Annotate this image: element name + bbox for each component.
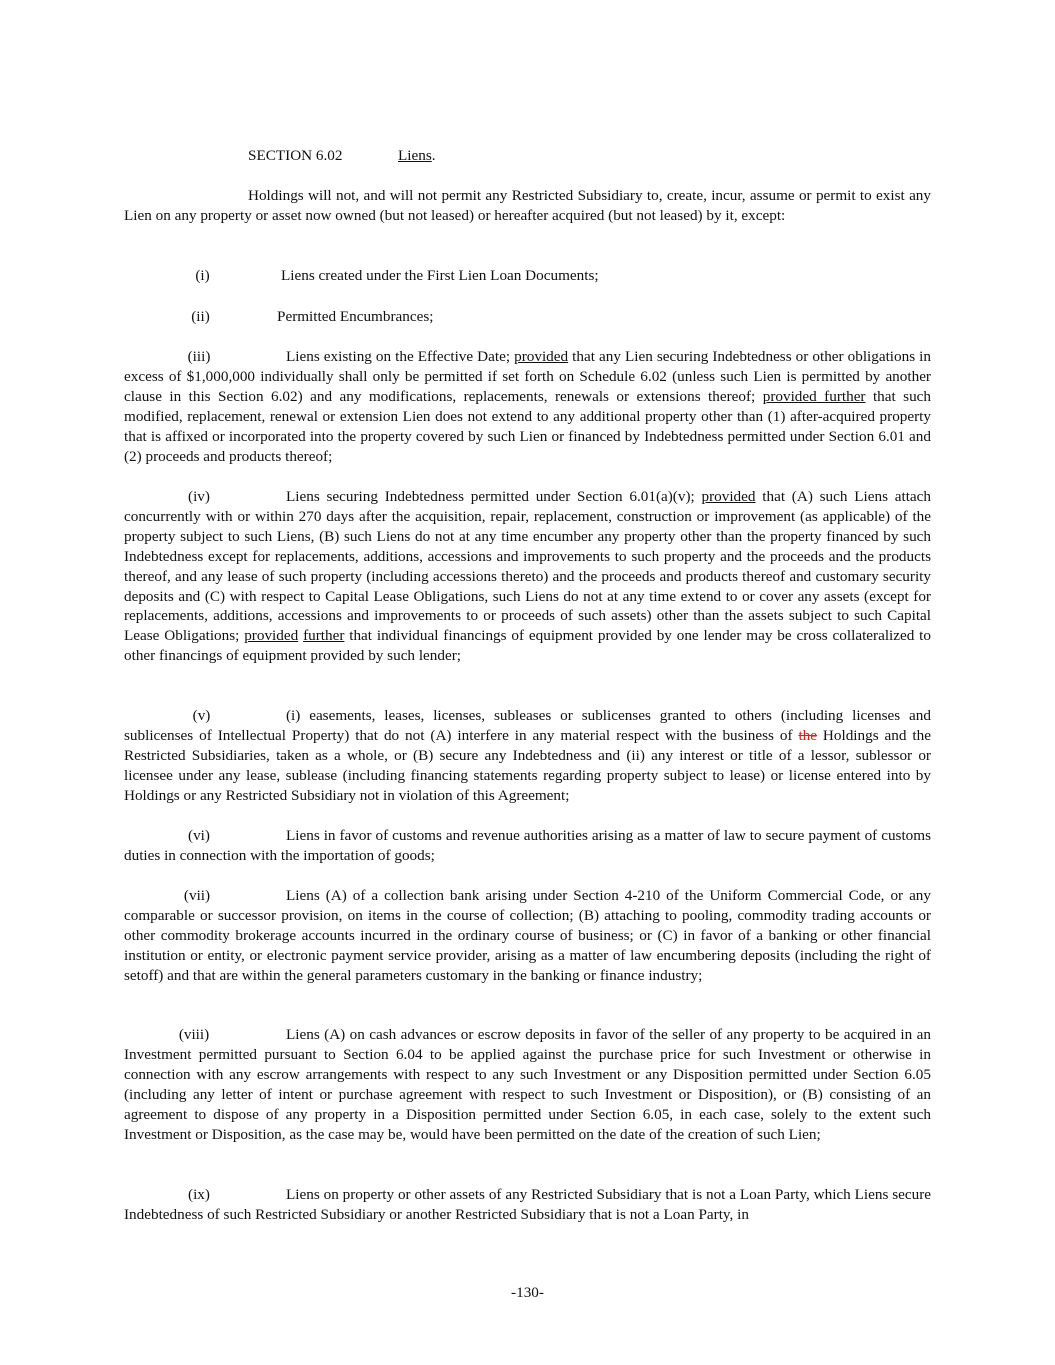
provided-further-term: provided further <box>762 387 866 405</box>
clause-vii <box>124 886 931 986</box>
clause-number: (iv) <box>188 488 210 505</box>
clause-text: Liens (A) on cash advances or escrow deposits in favor of the seller of any property to be acquired in an Investment permitted pursuant to Section 6.04 to be applied against the purchase price for such Investment or otherwise in connection with any escrow arrangements with respect to any such Investment or any Disposition permitted under Section 6.05 (including any letter of intent or purchase agreement with respect to such Investment or Disposition), or (B) consisting of an agreement to dispose of any property in a Disposition permitted under Section 6.05, in each case, solely to the extent such Investment or Disposition, as the case may be, would have been permitted on the date of the creation of such Lien; <box>124 1026 931 1143</box>
provided-term: provided <box>244 627 299 645</box>
clause-number: (ii) <box>191 308 210 325</box>
clause-i <box>124 266 931 286</box>
deleted-text: the <box>798 726 817 744</box>
clause-text: that individual financings of equipment provided by one lender may be cross collateralized to other financings of equipment provided by such lender; <box>124 627 932 665</box>
clause-iv <box>124 487 931 666</box>
clause-number: (v) <box>192 707 211 724</box>
clause-text: Holdings and the Restricted Subsidiaries, taken as a whole, or (B) secure any Indebtedness and (ii) any interest or title of a lessor, sublessor or licensee under any lease, sublease (including financing statements regarding property subject to lease) or license entered into by Holdings or any Restricted Subsidiary not in violation of this Agreement; <box>124 726 931 804</box>
clause-iii <box>124 347 931 466</box>
clause-text: (i) easements, leases, licenses, subleases or sublicenses granted to others (including licenses and sublicenses of Intellectual Property) that do not (A) interfere in any material respect with the business of <box>124 707 931 744</box>
clause-text: Liens securing Indebtedness permitted under Section 6.01(a)(v); <box>286 488 702 505</box>
section-title-period: . <box>431 147 436 164</box>
clause-ix <box>124 1185 931 1225</box>
further-term: further <box>303 627 345 645</box>
clause-number: (vii) <box>183 887 211 904</box>
clause-text: Permitted Encumbrances; <box>277 308 434 325</box>
provided-term: provided <box>514 348 569 365</box>
section-number: SECTION 6.02 <box>248 147 343 164</box>
intro-paragraph: Holdings will not, and will not permit any Restricted Subsidiary to, create, incur, assume or permit to exist any Lien on any property or asset now owned (but not leased) or hereafter acquired (but not leased) by it, except: <box>124 187 931 224</box>
clause-number: (viii) <box>178 1026 210 1043</box>
clause-text: Liens in favor of customs and revenue authorities arising as a matter of law to secure payment of customs duties in connection with the importation of goods; <box>124 827 931 864</box>
clause-ii <box>124 307 931 327</box>
clause-text: that such modified, replacement, renewal or extension Lien does not extend to any additional property other than (1) after-acquired property that is affixed or incorporated into the property covered by such Lien or financed by Indebtedness permitted under Section 6.01 and (2) proceeds and products thereof; <box>124 387 932 465</box>
clause-v <box>124 706 931 806</box>
clause-number: (ix) <box>188 1186 210 1203</box>
section-heading <box>248 146 436 166</box>
clause-viii <box>124 1025 931 1144</box>
clause-vi <box>124 826 931 866</box>
clause-number: (i) <box>195 267 210 284</box>
clause-text: Liens on property or other assets of any Restricted Subsidiary that is not a Loan Party, which Liens secure Indebtedness of such Restricted Subsidiary or another Restricted Subsidiary that is not a Loan Party, in <box>124 1186 931 1223</box>
clause-text: that (A) such Liens attach concurrently with or within 270 days after the acquisition, repair, replacement, construction or improvement (as applicable) of the property subject to such Liens, (B) such Liens do not at any time encumber any property other than the property financed by such Indebtedness except for replacements, additions, accessions and improvements to such property and the proceeds and the products thereof, and any lease of such property (including accessions thereto) and the proceeds and products thereof and customary security deposits and (C) with respect to Capital Lease Obligations, such Liens do not at any time extend to or cover any assets (except for replacements, additions, accessions and improvements to or proceeds of such assets) other than the assets subject to such Capital Lease Obligations; <box>124 488 931 645</box>
clause-text: that any Lien securing Indebtedness or other obligations in excess of $1,000,000 individually shall only be permitted if set forth on Schedule 6.02 (unless such Lien is permitted by another clause in this Section 6.02) and any modifications, replacements, renewals or extensions thereof; <box>124 348 931 405</box>
clause-number: (iii) <box>187 348 211 365</box>
clause-text: Liens existing on the Effective Date; <box>286 348 515 365</box>
section-title: Liens <box>398 147 432 164</box>
clause-text: Liens (A) of a collection bank arising under Section 4-210 of the Uniform Commercial Code, or any comparable or successor provision, on items in the course of collection; (B) attaching to pooling, commodity trading accounts or other commodity brokerage accounts incurred in the ordinary course of business; or (C) in favor of a banking or other financial institution or entity, or electronic payment service provider, arising as a matter of law encumbering deposits (including the right of setoff) and that are within the general parameters customary in the banking or finance industry; <box>124 887 931 984</box>
clause-text: Liens created under the First Lien Loan Documents; <box>281 267 599 284</box>
page-number: -130- <box>511 1284 544 1301</box>
clause-number: (vi) <box>188 827 210 844</box>
provided-term: provided <box>701 488 756 505</box>
